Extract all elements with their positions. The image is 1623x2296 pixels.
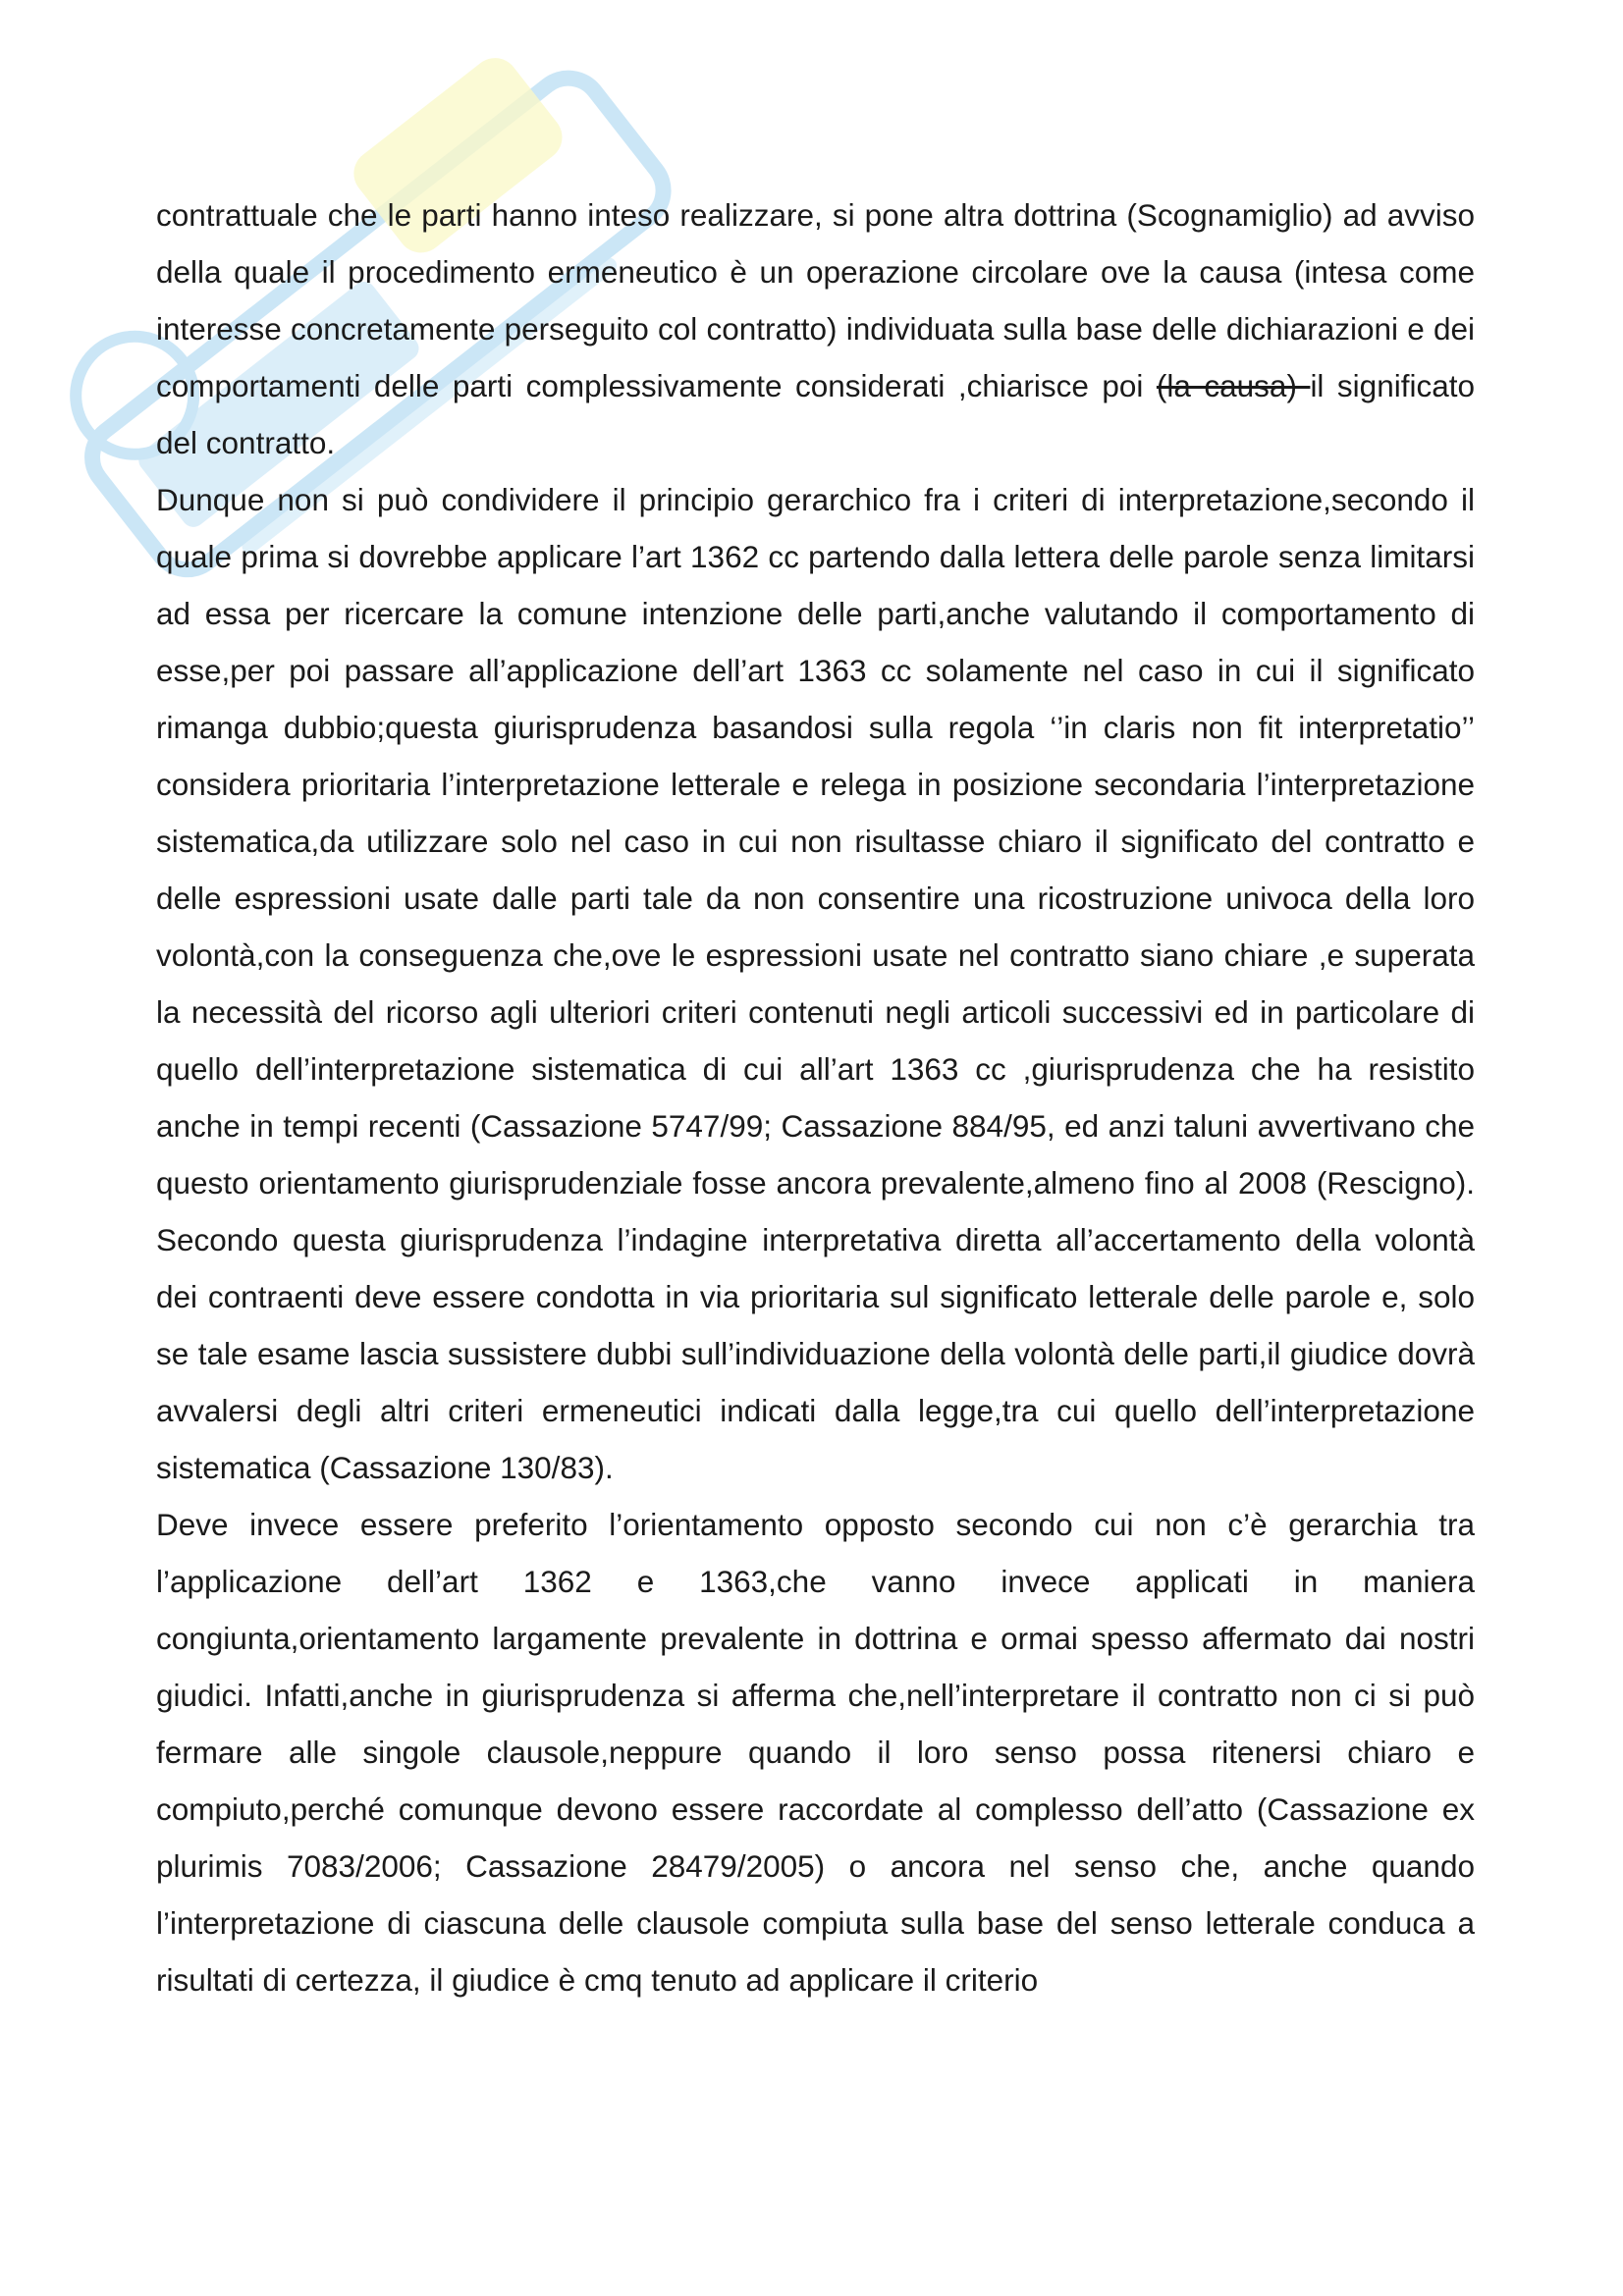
paragraph-1-ending: il significato del contratto. <box>156 368 1475 460</box>
paragraph-1 <box>156 187 1475 471</box>
paragraph-3: Deve invece essere preferito l’orientamento opposto secondo cui non c’è gerarchia tra l’applicazione dell’art 1362 e 1363,che vanno invece applicati in maniera congiunta,orientamento largamente prevalente in dottrina e ormai spesso affermato dai nostri giudici. Infatti,anche in giurisprudenza si afferma che,nell’interpretare il contratto non ci si può fermare alle singole clausole,neppure quando il loro senso possa ritenersi chiaro e compiuto,perché comunque devono essere raccordate al complesso dell’atto (Cassazione ex plurimis 7083/2006; Cassazione 28479/2005) o ancora nel senso che, anche quando l’interpretazione di ciascuna delle clausole compiuta sulla base del senso letterale conduca a risultati di certezza, il giudice è cmq tenuto ad applicare il criterio <box>156 1507 1475 1998</box>
struck-text: (la causa) <box>1156 368 1311 403</box>
document-body <box>156 187 1475 2008</box>
paragraph-1-text: contrattuale che le parti hanno inteso realizzare, si pone altra dottrina (Scognamiglio) ad avviso della quale il procedimento ermeneutico è un operazione circolare ove la causa (intesa come interesse concretamente perseguito col contratto) individuata sulla base delle dichiarazioni e dei comportamenti delle parti complessivamente considerati ,chiarisce poi <box>156 197 1475 403</box>
paragraph-2: Dunque non si può condividere il principio gerarchico fra i criteri di interpretazione,secondo il quale prima si dovrebbe applicare l’art 1362 cc partendo dalla lettera delle parole senza limitarsi ad essa per ricercare la comune intenzione delle parti,anche valutando il comportamento di esse,per poi passare all’applicazione dell’art 1363 cc solamente nel caso in cui il significato rimanga dubbio;questa giurisprudenza basandosi sulla regola ‘’in claris non fit interpretatio’’ considera prioritaria l’interpretazione letterale e relega in posizione secondaria l’interpretazione sistematica,da utilizzare solo nel caso in cui non risultasse chiaro il significato del contratto e delle espressioni usate dalle parti tale da non consentire una ricostruzione univoca della loro volontà,con la conseguenza che,ove le espressioni usate nel contratto siano chiare ,e superata la necessità del ricorso agli ulteriori criteri contenuti negli articoli successivi ed in particolare di quello dell’interpretazione sistematica di cui all’art 1363 cc ,giurisprudenza che ha resistito anche in tempi recenti (Cassazione 5747/99; Cassazione 884/95, ed anzi taluni avvertivano che questo orientamento giurisprudenziale fosse ancora prevalente,almeno fino al 2008 (Rescigno). Secondo questa giurisprudenza l’indagine interpretativa diretta all’accertamento della volontà dei contraenti deve essere condotta in via prioritaria sul significato letterale delle parole e, solo se tale esame lascia sussistere dubbi sull’individuazione della volontà delle parti,il giudice dovrà avvalersi degli altri criteri ermeneutici indicati dalla legge,tra cui quello dell’interpretazione sistematica (Cassazione 130/83). <box>156 482 1475 1485</box>
